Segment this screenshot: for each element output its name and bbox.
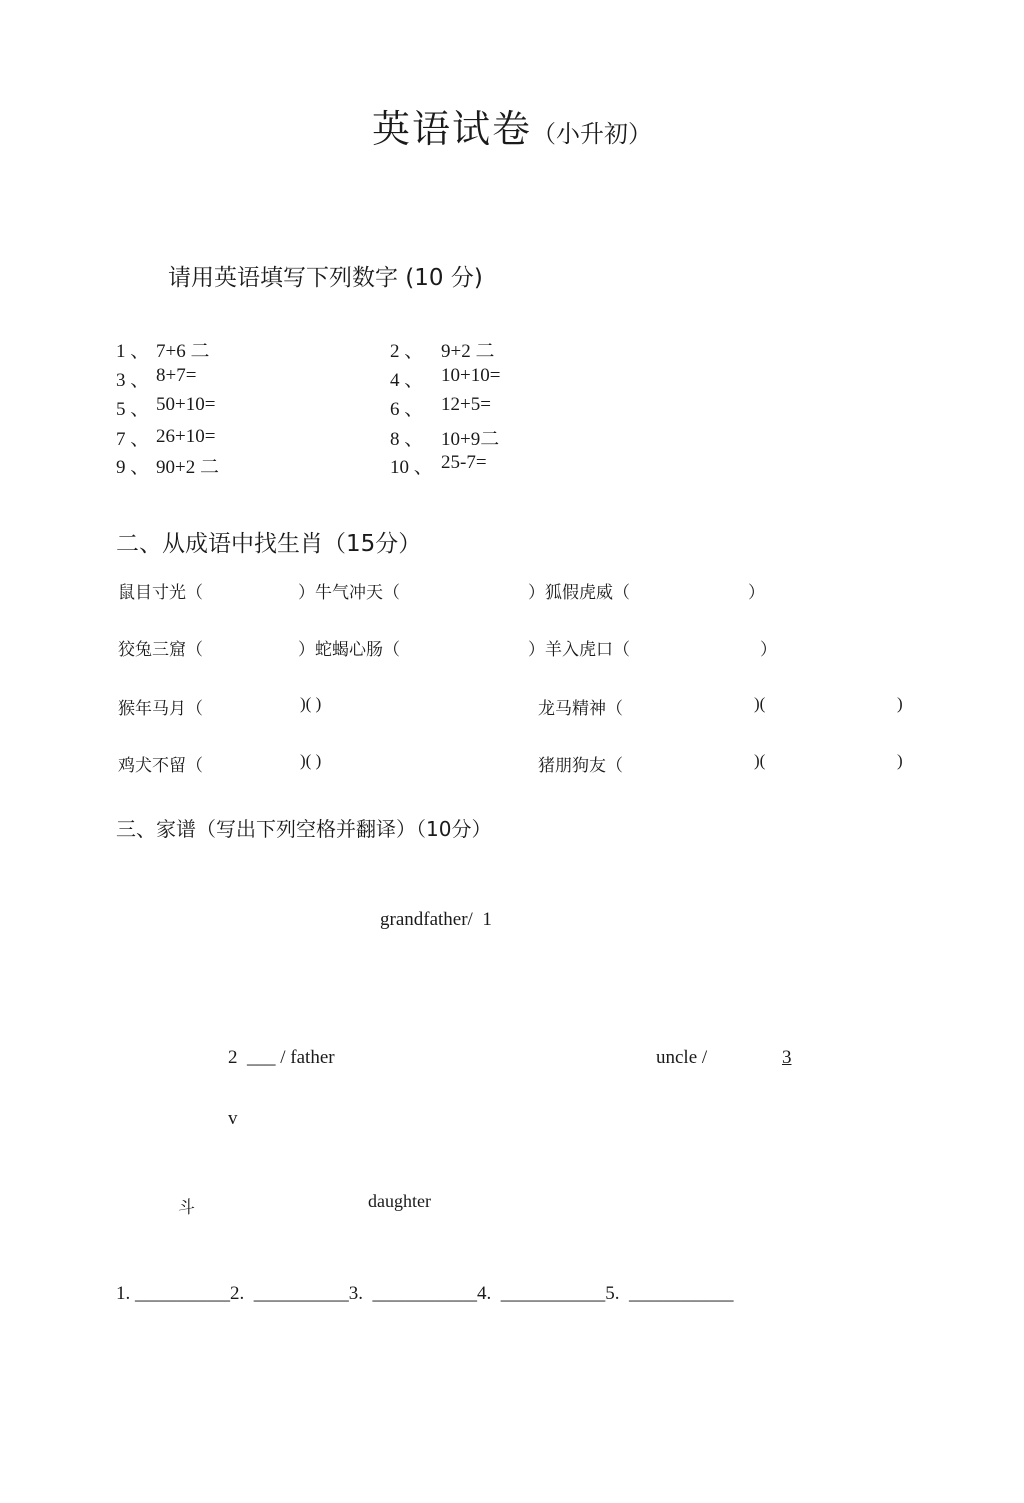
q10-expression: 25-7= — [441, 452, 487, 473]
q8-expression: 10+9二 — [441, 429, 500, 450]
q4-number: 4 、 — [390, 370, 424, 391]
tree-grandfather: grandfather/ 1 — [380, 909, 492, 930]
idiom-rooster-dog: 鸡犬不留（ — [118, 756, 203, 776]
idiom-sheep: ）羊入虎口（ — [528, 640, 630, 660]
tree-dou-mark: 斗 — [178, 1198, 195, 1218]
q7-expression: 26+10= — [156, 426, 216, 447]
idiom-pig-dog-close: ) — [897, 751, 903, 770]
q4-expression: 10+10= — [441, 365, 501, 386]
idiom-tiger: ）狐假虎威（ — [528, 583, 630, 603]
q6-expression: 12+5= — [441, 394, 491, 415]
idiom-rooster-dog-blanks: )( ) — [300, 751, 322, 770]
idiom-pig-dog-blank: )( — [754, 751, 766, 770]
q9-number: 9 、 — [116, 457, 150, 478]
section3-heading: 三、家谱（写出下列空格并翻译）（10分） — [116, 817, 492, 841]
q3-number: 3 、 — [116, 370, 150, 391]
q2-number: 2 、 — [390, 341, 424, 362]
q5-expression: 50+10= — [156, 394, 216, 415]
idiom-rabbit: 狡兔三窟（ — [118, 640, 203, 660]
idiom-dragon-horse-close: ) — [897, 694, 903, 713]
tree-v-mark: v — [228, 1108, 238, 1129]
q7-number: 7 、 — [116, 429, 150, 450]
idiom-dragon-horse: 龙马精神（ — [538, 699, 623, 719]
title-main: 英语试卷 — [371, 107, 532, 151]
q2-expression: 9+2 二 — [441, 341, 495, 362]
tree-blank-3: 3 — [782, 1047, 792, 1068]
idiom-rat: 鼠目寸光（ — [118, 583, 203, 603]
section1-heading: 请用英语填写下列数字 (10 分) — [168, 265, 483, 291]
tree-daughter: daughter — [368, 1191, 431, 1211]
idiom-snake: ）蛇蝎心肠（ — [298, 640, 400, 660]
q1-expression: 7+6 二 — [156, 341, 210, 362]
idiom-tiger-close: ） — [748, 583, 765, 603]
idiom-monkey-horse-blanks: )( ) — [300, 694, 322, 713]
q3-expression: 8+7= — [156, 365, 197, 386]
q10-number: 10 、 — [390, 457, 433, 478]
page-title — [0, 98, 1024, 153]
tree-uncle: uncle / — [656, 1047, 708, 1068]
q1-number: 1 、 — [116, 341, 150, 362]
q9-expression: 90+2 二 — [156, 457, 219, 478]
idiom-ox: ）牛气冲天（ — [298, 583, 400, 603]
idiom-monkey-horse: 猴年马月（ — [118, 699, 203, 719]
title-sub: （小升初） — [532, 120, 652, 148]
idiom-pig-dog: 猪朋狗友（ — [538, 756, 623, 776]
idiom-sheep-close: ） — [760, 640, 777, 660]
q5-number: 5 、 — [116, 399, 150, 420]
answer-blanks: 1. __________2. __________3. ___________4. ___________5. ___________ — [116, 1283, 734, 1304]
idiom-dragon-horse-blank: )( — [754, 694, 766, 713]
q8-number: 8 、 — [390, 429, 424, 450]
section2-heading: 二、从成语中找生肖（15分） — [116, 531, 422, 557]
q6-number: 6 、 — [390, 399, 424, 420]
tree-father: 2 ___ / father — [228, 1047, 335, 1068]
